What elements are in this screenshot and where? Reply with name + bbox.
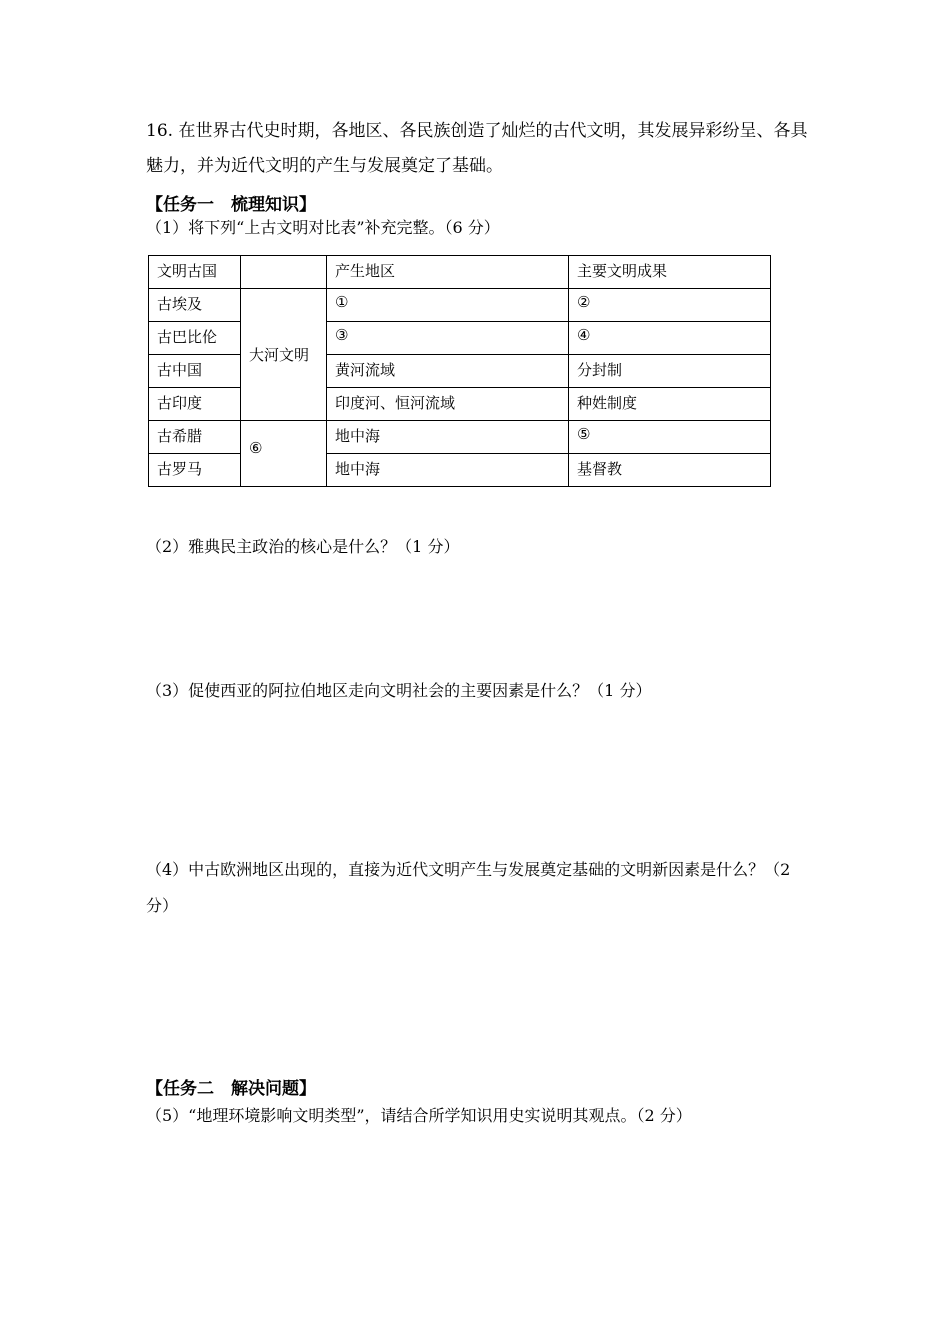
question-2: （2）雅典民主政治的核心是什么？（1 分） xyxy=(146,537,460,556)
result-cell: 分封制 xyxy=(569,355,771,388)
region-cell: 地中海 xyxy=(327,421,569,454)
result-cell: ④ xyxy=(569,322,771,355)
sea-civilization-cell: ⑥ xyxy=(241,421,327,487)
region-cell: ③ xyxy=(327,322,569,355)
region-cell: 地中海 xyxy=(327,454,569,487)
region-cell: 黄河流域 xyxy=(327,355,569,388)
result-cell: 基督教 xyxy=(569,454,771,487)
table-header-cell: 文明古国 xyxy=(149,256,241,289)
table-header-cell: 主要文明成果 xyxy=(569,256,771,289)
country-cell: 古埃及 xyxy=(149,289,241,322)
task2-heading: 【任务二 解决问题】 xyxy=(146,1079,316,1099)
table-header-row xyxy=(149,256,771,289)
country-cell: 古希腊 xyxy=(149,421,241,454)
question-4: （4）中古欧洲地区出现的，直接为近代文明产生与发展奠定基础的文明新因素是什么？（2 分） xyxy=(146,860,791,915)
result-cell: ② xyxy=(569,289,771,322)
table-header-cell: 产生地区 xyxy=(327,256,569,289)
result-cell: ⑤ xyxy=(569,421,771,454)
country-cell: 古中国 xyxy=(149,355,241,388)
result-cell: 种姓制度 xyxy=(569,388,771,421)
table-row xyxy=(149,421,771,454)
river-civilization-cell: 大河文明 xyxy=(241,289,327,421)
country-cell: 古罗马 xyxy=(149,454,241,487)
country-cell: 古巴比伦 xyxy=(149,322,241,355)
question-5: （5）“地理环境影响文明类型”，请结合所学知识用史实说明其观点。（2 分） xyxy=(146,1106,692,1125)
country-cell: 古印度 xyxy=(149,388,241,421)
question-3: （3）促使西亚的阿拉伯地区走向文明社会的主要因素是什么？（1 分） xyxy=(146,681,652,700)
region-cell: 印度河、恒河流域 xyxy=(327,388,569,421)
table-row xyxy=(149,289,771,322)
civilization-comparison-table xyxy=(148,255,771,487)
question-intro: 16. 在世界古代史时期，各地区、各民族创造了灿烂的古代文明，其发展异彩纷呈、各具魅力，并为近代文明的产生与发展奠定了基础。 xyxy=(146,121,808,176)
table-header-cell xyxy=(241,256,327,289)
region-cell: ① xyxy=(327,289,569,322)
task1-heading: 【任务一 梳理知识】 xyxy=(146,195,316,215)
question-1: （1）将下列“上古文明对比表”补充完整。（6 分） xyxy=(146,218,500,237)
